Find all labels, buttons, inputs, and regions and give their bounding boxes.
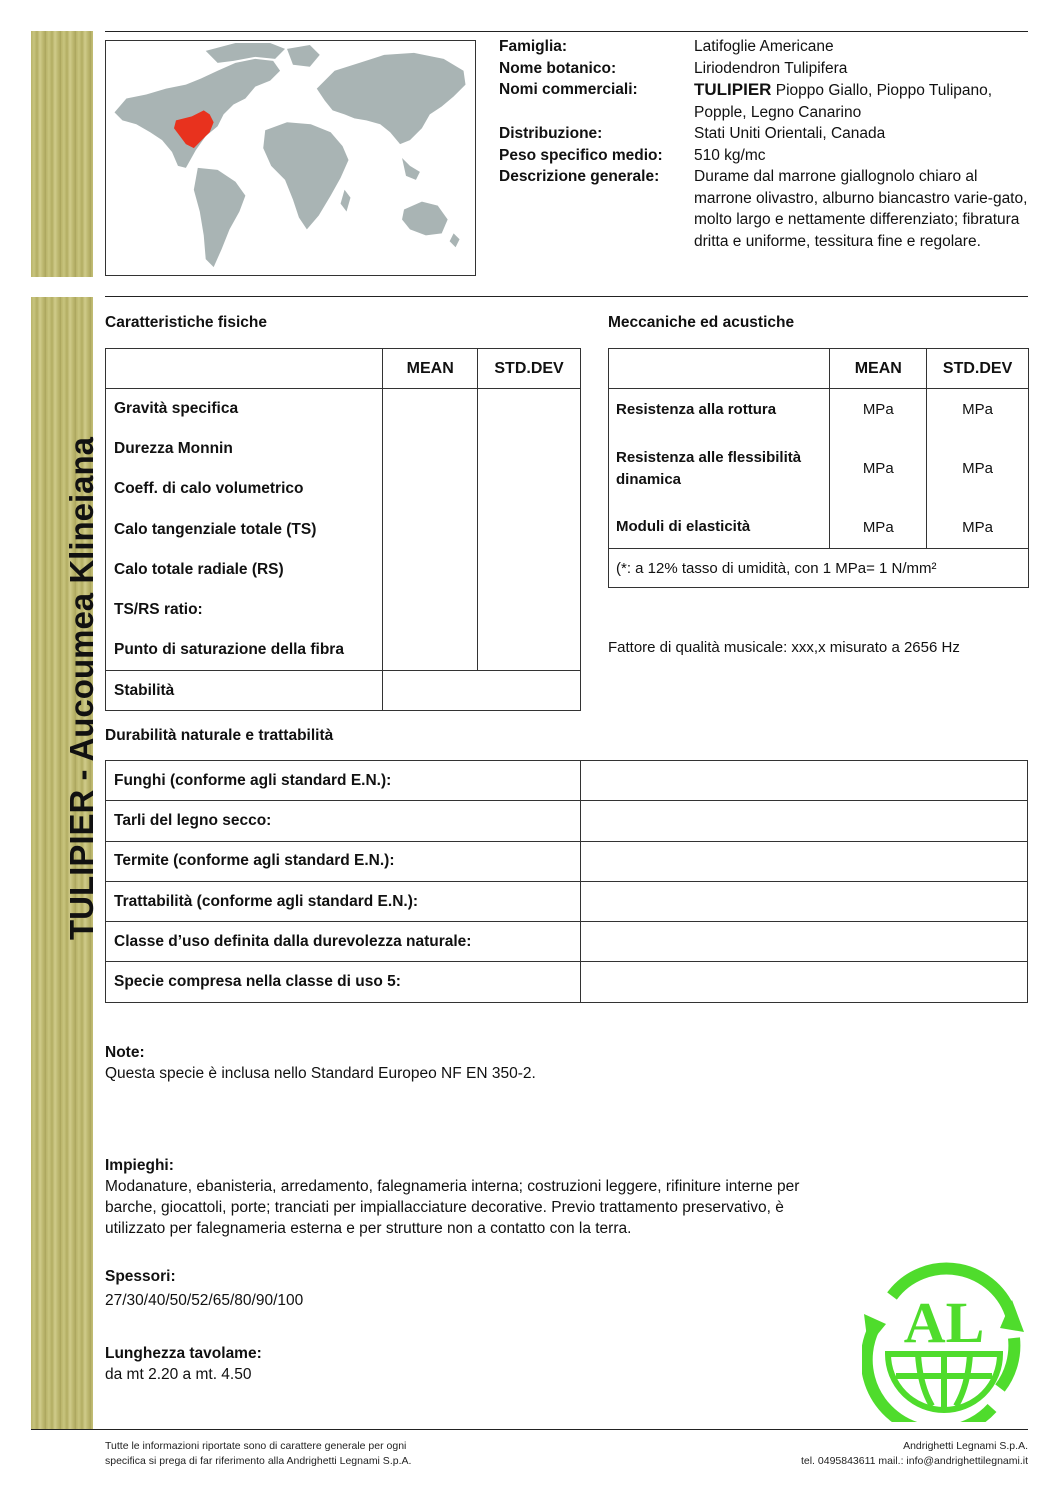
info-label: Nomi commerciali: [499,81,638,98]
footer-contact [801,1439,1028,1469]
table-row [106,962,1028,1002]
physical-table [105,348,581,711]
footer-line: specifica si prega di far riferimento alla Andrighetti Legnami S.p.A. [105,1455,412,1467]
footer-line: Tutte le informazioni riportate sono di carattere generale per ogni [105,1440,407,1452]
info-value: Stati Uniti Orientali, Canada [694,125,886,142]
table-row [106,429,581,469]
std-cell [478,630,581,670]
top-rule [105,31,1028,32]
row-label: Durezza Monnin [106,429,383,469]
footer-contacts: tel. 0495843611 mail.: info@andrighettilegnami.it [800,1455,1028,1467]
info-row-famiglia [499,36,1029,58]
mean-cell [383,630,478,670]
table-row [106,590,581,630]
length-heading: Lunghezza tavolame: [105,1345,262,1362]
durability-table [105,760,1028,1003]
note-text: Questa specie è inclusa nello Standard Europeo NF EN 350-2. [105,1065,536,1082]
std-cell: MPa [927,431,1029,507]
wood-strip-top [31,31,93,277]
uses-text: Modanature, ebanisteria, arredamento, falegnameria interna; costruzioni leggere, rifiniture interne per barche, giocattoli, porte; tranciati per impiallacciature decorative. Previo trattamento preservativo, è utilizzato per falegnameria esterna e per strutture non a contatto con la terra. [105,1178,800,1237]
std-cell [478,590,581,630]
footnote: (*: a 12% tasso di umidità, con 1 MPa= 1 N/mm² [609,549,1029,588]
table-header-row [106,349,581,389]
length-section [105,1343,262,1385]
table-row [106,469,581,509]
table-row [106,389,581,429]
logo-text: AL [903,1290,985,1355]
uses-heading: Impieghi: [105,1157,174,1174]
info-row-botanical [499,58,1029,80]
uses-section [105,1155,840,1239]
table-row-footnote [609,549,1029,588]
table-row [106,841,1028,881]
vertical-title: TULIPIER - Aucoumea Klineiana [63,436,100,940]
std-cell [478,550,581,590]
row-label: Resistenza alla rottura [609,389,830,431]
thickness-text: 27/30/40/50/52/65/80/90/100 [105,1292,304,1309]
table-row [106,509,581,549]
table-row [106,761,1028,801]
stability-cell [383,671,581,711]
info-label: Nome botanico: [499,59,617,77]
std-cell: MPa [927,507,1029,549]
mean-cell [383,389,478,429]
value-cell [581,962,1028,1002]
info-value [694,79,1029,123]
note-heading: Note: [105,1044,145,1061]
row-label: Tarli del legno secco: [106,801,581,841]
thickness-section [105,1266,303,1311]
row-label: Calo tangenziale totale (TS) [106,509,383,549]
mean-cell [383,469,478,509]
row-label: Funghi (conforme agli standard E.N.): [106,761,581,801]
std-cell [478,429,581,469]
row-label: Classe d’uso definita dalla durevolezza naturale: [106,922,581,962]
row-label: Gravità specifica [106,389,383,429]
header-empty [609,349,830,389]
info-row-distribution [499,123,1029,145]
row-label: Specie compresa nella classe di uso 5: [106,962,581,1002]
info-value: Liriodendron Tulipifera [694,59,848,77]
info-label: Peso specifico medio: [499,146,663,164]
globe-logo-icon [862,1258,1026,1422]
mechanical-title: Meccaniche ed acustiche [608,314,795,331]
value-cell [581,801,1028,841]
durability-title: Durabilità naturale e trattabilità [105,727,334,744]
std-cell [478,469,581,509]
table-row [106,801,1028,841]
table-row [609,507,1029,549]
section-rule [105,296,1028,297]
trade-name: TULIPIER [694,80,772,99]
row-label: Trattabilità (conforme agli standard E.N.): [106,881,581,921]
table-row [106,550,581,590]
mean-cell [383,550,478,590]
table-row [106,630,581,670]
header-empty [106,349,383,389]
info-label: Distribuzione: [499,125,603,142]
mean-cell: MPa [830,431,927,507]
col-std: STD.DEV [478,349,581,389]
footer-rule [31,1429,1028,1430]
std-cell: MPa [927,389,1029,431]
world-map [105,40,476,276]
info-row-commercial [499,79,1029,123]
row-label: Calo totale radiale (RS) [106,550,383,590]
row-label: TS/RS ratio: [106,590,383,630]
table-row [106,881,1028,921]
mean-cell: MPa [830,389,927,431]
mean-cell: MPa [830,507,927,549]
col-mean: MEAN [383,349,478,389]
info-row-description [499,166,1029,252]
row-label: Punto di saturazione della fibra [106,630,383,670]
company-logo [862,1258,1026,1422]
note-section [105,1042,805,1084]
info-label: Descrizione generale: [499,168,660,185]
species-info [499,36,1029,252]
value-cell [581,922,1028,962]
col-std: STD.DEV [927,349,1029,389]
info-row-weight [499,145,1029,167]
musical-quality-factor: Fattore di qualità musicale: xxx,x misurato a 2656 Hz [608,639,960,656]
physical-title: Caratteristiche fisiche [105,314,267,331]
std-cell [478,389,581,429]
table-row [106,922,1028,962]
col-mean: MEAN [830,349,927,389]
trade-names-other: Pioppo Giallo, Pioppo Tulipano, Popple, Legno Canarino [694,82,993,121]
info-value: 510 kg/mc [694,146,766,164]
table-row [609,431,1029,507]
table-row-stability [106,671,581,711]
world-map-icon [106,41,475,275]
row-label: Stabilità [106,671,383,711]
row-label: Coeff. di calo volumetrico [106,469,383,509]
value-cell [581,881,1028,921]
mechanical-table [608,348,1029,588]
table-header-row [609,349,1029,389]
row-label: Moduli di elasticità [609,507,830,549]
footer-disclaimer [105,1439,411,1469]
row-label: Resistenza alle flessibilità dinamica [609,431,830,507]
info-value: Latifoglie Americane [694,38,834,55]
length-text: da mt 2.20 a mt. 4.50 [105,1366,252,1383]
mean-cell [383,429,478,469]
value-cell [581,761,1028,801]
std-cell [478,509,581,549]
footer-company: Andrighetti Legnami S.p.A. [903,1440,1028,1452]
mean-cell [383,509,478,549]
info-value: Durame dal marrone giallognolo chiaro al marrone olivastro, alburno biancastro varie-gato, molto largo e nettamente differenziato; fibratura dritta e uniforme, tessitura fine e regolare. [694,168,1028,250]
table-row [609,389,1029,431]
info-label: Famiglia: [499,38,568,55]
value-cell [581,841,1028,881]
mean-cell [383,590,478,630]
row-label: Termite (conforme agli standard E.N.): [106,841,581,881]
thickness-heading: Spessori: [105,1268,176,1285]
